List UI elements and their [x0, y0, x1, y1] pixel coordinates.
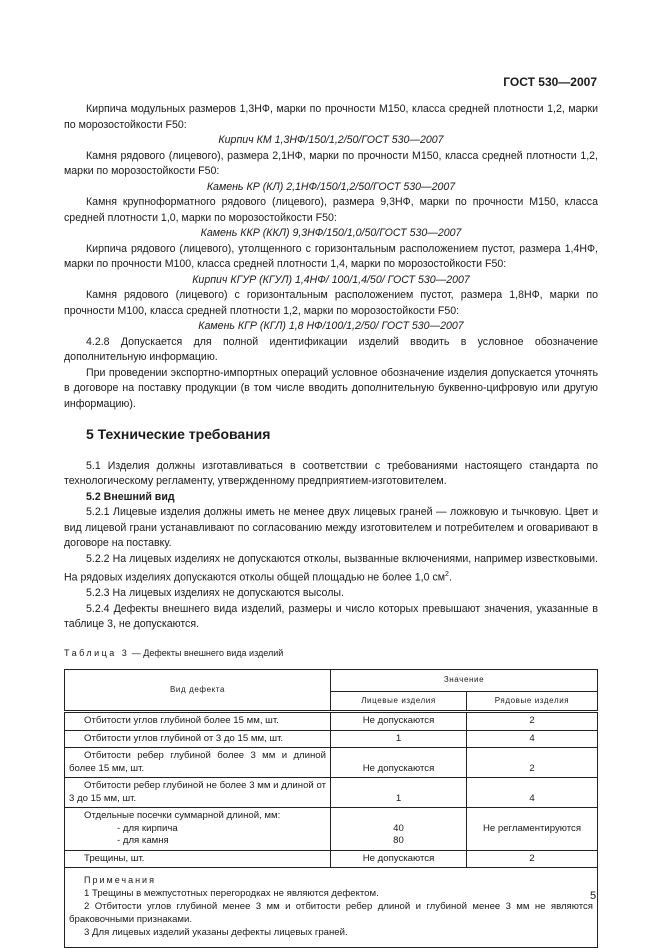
cell-ordinary: Не регламентируются [467, 808, 598, 851]
paragraph-4-2-8: 4.2.8 Допускается для полной идентификации изделий вводить в условное обозначение дополнительную информацию. [64, 335, 598, 363]
header-defect: Вид дефекта [65, 670, 331, 712]
section-heading: 5 Технические требования [86, 426, 271, 442]
cell-face [331, 808, 467, 851]
paragraph-5-2-3: 5.2.3 На лицевых изделиях не допускаются высолы. [86, 587, 344, 600]
cell-defect [65, 850, 331, 868]
cell-defect [65, 808, 331, 851]
table-caption-text: — Дефекты внешнего вида изделий [129, 647, 284, 658]
designation-example: Кирпич КГУР (КГУЛ) 1,4НФ/ 100/1,4/50/ ГОСТ 530—2007 [192, 273, 470, 286]
paragraph: Камня рядового (лицевого), размера 2,1НФ, марки по прочности М150, класса средней плотности 1,2, марки по морозостойкости F50: [64, 149, 598, 177]
designation-example: Камень КР (КЛ) 2,1НФ/150/1,2/50/ГОСТ 530—2007 [206, 180, 456, 193]
value-brick: 40 [393, 822, 404, 834]
table-row [65, 712, 598, 731]
cell-defect [65, 730, 331, 748]
document-body [64, 102, 598, 948]
cell-ordinary: 2 [467, 712, 598, 731]
table-caption [64, 646, 598, 662]
paragraph: Кирпича модульных размеров 1,3НФ, марки по прочности М150, класса средней плотности 1,2, марки по морозостойкости F50: [64, 103, 598, 131]
paragraph-text: 5.2.2 На лицевых изделиях не допускаются отколы, вызванные включениями, например известковыми. На рядовых изделиях допускаются отколы общей площадью не более 1,0 см [64, 552, 598, 584]
defect-sub-brick: - для кирпича [117, 822, 178, 834]
defect-text: Отбитости углов глубиной более 15 мм, шт. [84, 715, 279, 727]
cell-ordinary: 4 [467, 778, 598, 808]
table-row [65, 730, 598, 748]
defect-sub-stone: - для камня [117, 835, 169, 847]
designation-example: Камень ККР (ККЛ) 9,3НФ/150/1,0/50/ГОСТ 530—2007 [200, 227, 462, 239]
cell-ordinary: 2 [467, 850, 598, 868]
cell-defect: Отбитости ребер глубиной не более 3 мм и длиной от 3 до 15 мм, шт. [65, 778, 331, 808]
paragraph-5-2-2 [64, 552, 598, 587]
paragraph-export: При проведении экспортно-импортных операций условное обозначение изделия допускается уточнять в договоре на поставку продукции (в том числе вводить дополнительную буквенно-цифровую или другую информацию). [64, 366, 598, 410]
cell-face: 1 [331, 778, 467, 808]
header-ordinary: Рядовые изделия [467, 692, 598, 712]
cell-face: Не допускаются [331, 748, 467, 778]
notes-title: Примечания [84, 875, 156, 886]
cell-ordinary: 2 [467, 748, 598, 778]
note: 3 Для лицевых изделий указаны дефекты лицевых граней. [84, 927, 348, 939]
defect-text: Отбитости углов глубиной от 3 до 15 мм, шт. [84, 732, 284, 744]
paragraph-5-2-1: 5.2.1 Лицевые изделия должны иметь не менее двух лицевых граней — ложковую и тычковую. Цвет и вид лицевой грани устанавливают по согласованию между изготовителем и потребителем и оговаривают в договоре на поставку. [64, 506, 598, 549]
superscript: 2 [445, 571, 449, 578]
designation-example: Камень КГР (КГЛ) 1,8 НФ/100/1,2/50/ ГОСТ 530—2007 [198, 320, 464, 332]
paragraph: Камня рядового (лицевого) с горизонтальным расположением пустот, размера 1,8НФ, марки по прочности М100, класса средней плотности 1,2, марки по морозостойкости F50: [64, 289, 598, 317]
paragraph-5-1: 5.1 Изделия должны изготавливаться в соответствии с требованиями настоящего стандарта по технологическому регламенту, утвержденному предприятием-изготовителем. [64, 459, 598, 487]
table-row [65, 778, 598, 808]
cell-defect [65, 712, 331, 731]
paragraph-5-2-4: 5.2.4 Дефекты внешнего вида изделий, размеры и число которых превышают значения, указанные в таблице 3, не допускаются. [64, 602, 598, 631]
document-standard-header: ГОСТ 530—2007 [503, 75, 597, 89]
header-value: Значение [331, 670, 598, 692]
designation-example: Кирпич КМ 1,3НФ/150/1,2/50/ГОСТ 530—2007 [218, 134, 444, 146]
cell-face: 1 [331, 730, 467, 748]
defect-text: Отдельные посечки суммарной длиной, мм: [84, 810, 281, 822]
table-row [65, 808, 598, 851]
table-row [65, 748, 598, 778]
table-row [65, 850, 598, 868]
note: 2 Отбитости углов глубиной менее 3 мм и отбитости ребер длиной и глубиной менее 3 мм не являются браковочными признаками. [69, 901, 593, 926]
paragraph: Кирпича рядового (лицевого), утолщенного с горизонтальным расположением пустот, размера 1,4НФ, марки по прочности М100, класса средней плотности 1,4, марки по морозостойкости F50: [64, 242, 598, 270]
cell-face: Не допускаются [331, 712, 467, 731]
page-number: 5 [590, 890, 597, 902]
cell-defect: Отбитости ребер глубиной более 3 мм и длиной более 15 мм, шт. [65, 748, 331, 778]
defect-text: Трещины, шт. [84, 852, 145, 864]
cell-ordinary: 4 [467, 730, 598, 748]
paragraph: Камня крупноформатного рядового (лицевого), размера 9,3НФ, марки по прочности М150, класса средней плотности 1,0, марки по морозостойкости F50: [64, 196, 598, 224]
header-face: Лицевые изделия [331, 692, 467, 712]
note: 1 Трещины в межпустотных перегородках не являются дефектом. [84, 888, 379, 900]
subsection-heading: 5.2 Внешний вид [86, 490, 175, 503]
cell-face: Не допускаются [331, 850, 467, 868]
table-caption-label: Таблица 3 [64, 647, 130, 658]
paragraph-end: . [448, 571, 452, 584]
defects-table [64, 669, 598, 948]
value-stone: 80 [393, 835, 404, 847]
